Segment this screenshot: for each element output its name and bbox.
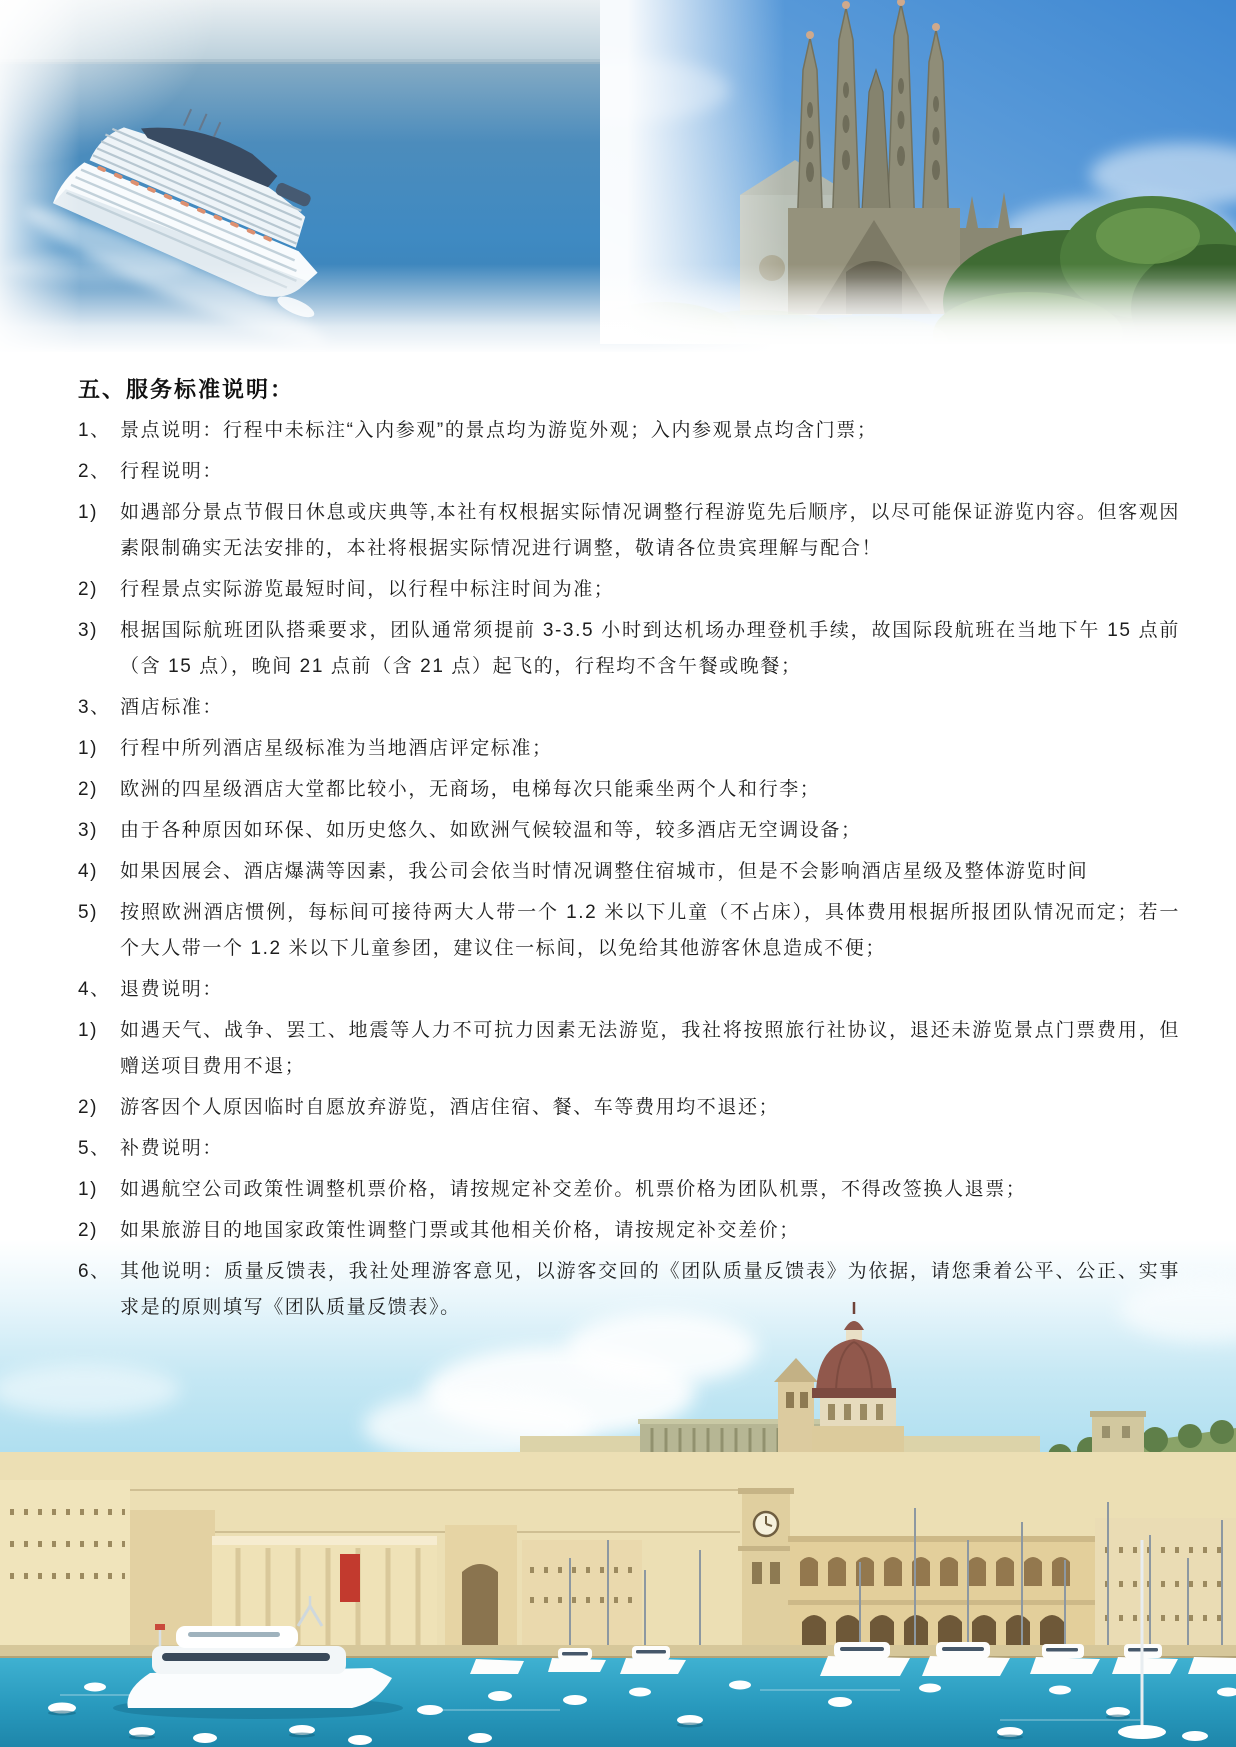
list-item [78,613,1180,685]
service-notes-section [78,372,1180,1331]
header-photo-strip [0,0,1236,352]
item-marker: 6、 [78,1261,111,1282]
list-item [78,731,1180,767]
list-item [78,772,1180,808]
arched-palace [788,1536,1097,1652]
item-text: 由于各种原因如环保、如历史悠久、如欧洲气候较温和等，较多酒店无空调设备； [120,820,862,841]
item-text: 根据国际航班团队搭乘要求，团队通常须提前 3-3.5 小时到达机场办理登机手续，故国际段航班在当地下午 15 点前（含 15 点），晚间 21 点前（含 21 点）起飞的，行程均不含午餐或晚餐； [120,620,1180,677]
list-item [78,813,1180,849]
item-text: 酒店标准： [120,697,224,718]
list-item [78,1013,1180,1085]
item-marker: 2) [78,779,99,800]
list-item [78,854,1180,890]
item-text: 如果因展会、酒店爆满等因素，我公司会依当时情况调整住宿城市，但是不会影响酒店星级及整体游览时间 [120,861,1089,882]
list-item [78,572,1180,608]
item-marker: 4、 [78,979,111,1000]
item-marker: 3) [78,620,99,641]
list-item [78,690,1180,726]
item-marker: 2、 [78,461,111,482]
item-text: 景点说明：行程中未标注“入内参观”的景点均为游览外观；入内参观景点均含门票； [120,420,878,441]
hero-bottom-fade [0,264,1236,354]
item-marker: 3、 [78,697,111,718]
item-marker: 1、 [78,420,111,441]
item-text: 如遇天气、战争、罢工、地震等人力不可抗力因素无法游览，我社将按照旅行社协议，退还未游览景点门票费用，但赠送项目费用不退； [120,1020,1180,1077]
item-marker: 5) [78,902,99,923]
item-text: 行程中所列酒店星级标准为当地酒店评定标准； [120,738,553,759]
item-marker: 2) [78,579,99,600]
list-item [78,1090,1180,1126]
list-item [78,895,1180,967]
item-text: 退费说明： [120,979,224,1000]
item-text: 如遇航空公司政策性调整机票价格，请按规定补交差价。机票价格为团队机票，不得改签换人退票； [120,1179,1027,1200]
item-marker: 1) [78,738,99,759]
page-title: 五、服务标准说明： [78,377,295,402]
item-marker: 5、 [78,1138,111,1159]
item-marker: 4) [78,861,99,882]
item-text: 如果旅游目的地国家政策性调整门票或其他相关价格，请按规定补交差价； [120,1220,800,1241]
list-item [78,495,1180,567]
list-item [78,1131,1180,1167]
item-marker: 1) [78,502,99,523]
item-text: 行程景点实际游览最短时间，以行程中标注时间为准； [120,579,615,600]
list-item [78,1213,1180,1249]
item-marker: 1) [78,1020,99,1041]
list-item [78,1254,1180,1326]
item-text: 行程说明： [120,461,224,482]
list-item [78,1172,1180,1208]
item-marker: 3) [78,820,99,841]
hero-corner-fade [0,0,220,170]
item-marker: 2) [78,1220,99,1241]
clock-tower [738,1488,794,1648]
item-text: 补费说明： [120,1138,224,1159]
list-item [78,972,1180,1008]
item-marker: 2) [78,1097,99,1118]
far-fort [1090,1411,1146,1459]
item-text: 如遇部分景点节假日休息或庆典等,本社有权根据实际情况调整行程游览先后顺序，以尽可能保证游览内容。但客观因素限制确实无法安排的，本社将根据实际情况进行调整，敬请各位贵宾理解与配合！ [120,502,1180,559]
item-text: 按照欧洲酒店惯例，每标间可接待两大人带一个 1.2 米以下儿童（不占床），具体费用根据所报团队情况而定；若一个大人带一个 1.2 米以下儿童参团，建议住一标间，以免给其他游客休息造成不便； [120,902,1180,959]
list-item [78,454,1180,490]
item-text: 其他说明：质量反馈表，我社处理游客意见，以游客交回的《团队质量反馈表》为依据，请您秉着公平、公正、实事求是的原则填写《团队质量反馈表》。 [120,1261,1180,1318]
item-marker: 1) [78,1179,99,1200]
list-item [78,413,1180,449]
item-text: 游客因个人原因临时自愿放弃游览，酒店住宿、餐、车等费用均不退还； [120,1097,780,1118]
item-text: 欧洲的四星级酒店大堂都比较小，无商场，电梯每次只能乘坐两个人和行李； [120,779,821,800]
